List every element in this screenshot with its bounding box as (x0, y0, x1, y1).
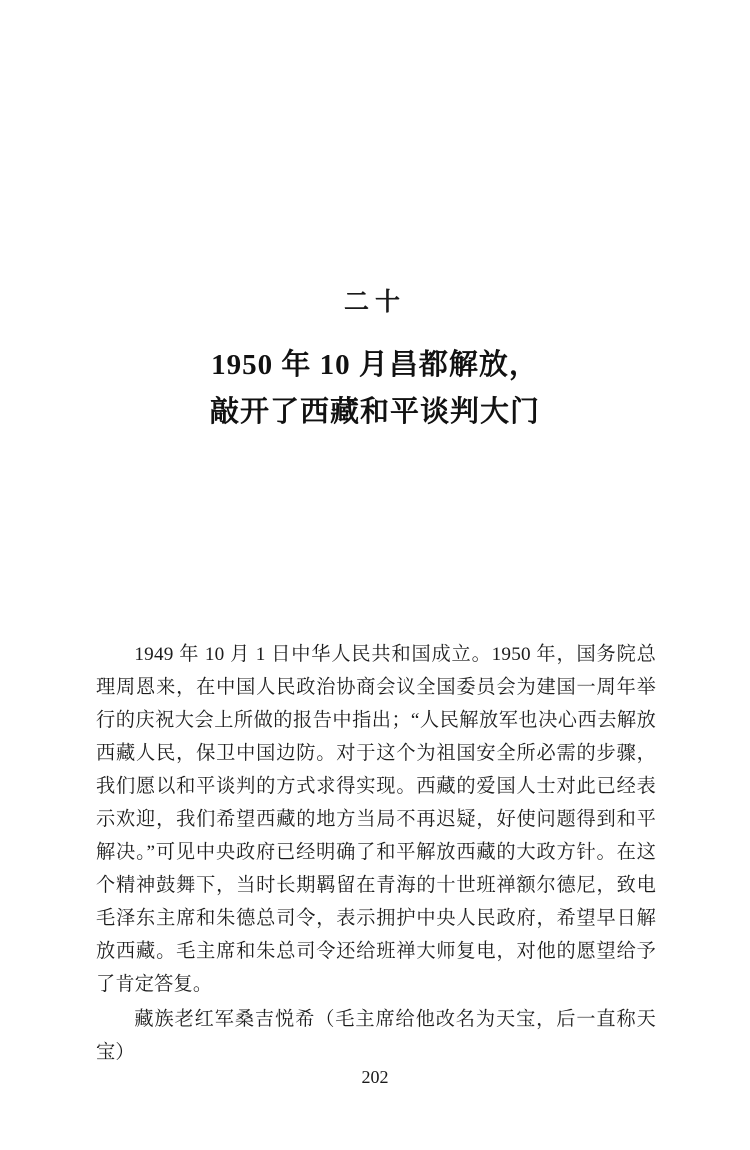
chapter-title-line-1: 1950 年 10 月昌都解放， (211, 349, 539, 381)
paragraph: 1949 年 10 月 1 日中华人民共和国成立。1950 年，国务院总理周恩来，在中国人民政治协商会议全国委员会为建国一周年举行的庆祝大会上所做的报告中指出；“人民解放军也决心西去解放西藏人民，保卫中国边防。对于这个为祖国安全所必需的步骤，我们愿以和平谈判的方式求得实现。西藏的爱国人士对此已经表示欢迎，我们希望西藏的地方当局不再迟疑，好使问题得到和平解决。”可见中央政府已经明确了和平解放西藏的大政方针。在这个精神鼓舞下，当时长期羁留在青海的十世班禅额尔德尼，致电毛泽东主席和朱德总司令，表示拥护中央人民政府，希望早日解放西藏。毛主席和朱总司令还给班禅大师复电，对他的愿望给予了肯定答复。 (96, 644, 656, 996)
chapter-title-line-2: 敲开了西藏和平谈判大门 (209, 395, 540, 428)
chapter-number: 二十 (343, 289, 406, 316)
page-number: 202 (361, 1067, 389, 1087)
chapter-heading (0, 285, 750, 436)
paragraph: 藏族老红军桑吉悦希（毛主席给他改名为天宝，后一直称天宝） (96, 1009, 656, 1064)
body-text (96, 638, 656, 1071)
